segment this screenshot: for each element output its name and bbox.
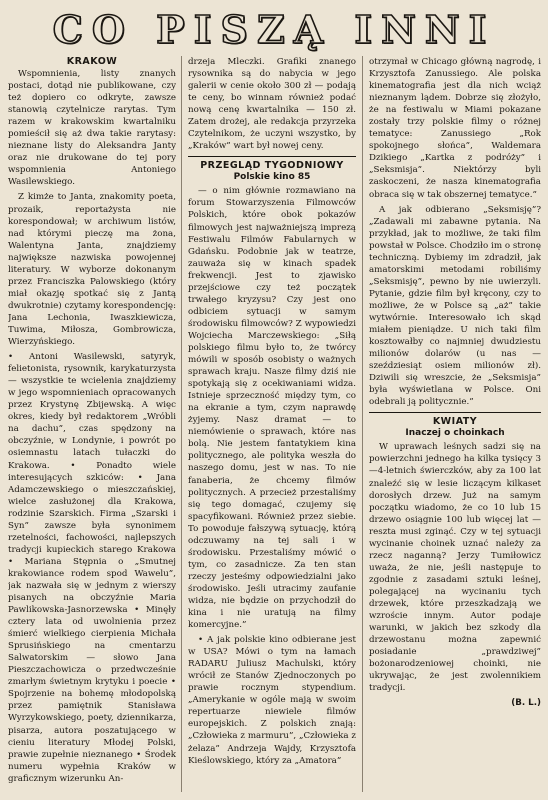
- section-subheading: Polskie kino 85: [233, 172, 311, 183]
- column-krakow: [8, 56, 176, 796]
- column-kwiaty: [369, 56, 541, 796]
- heading-rule: [369, 412, 541, 413]
- article-paragraph: W uprawach leśnych sadzi się na powierzchni jednego ha kilka tysięcy 3—4-letnich świerczków, aby za 100 lat znaleźć się w lesie liczącym kilkaset dorosłych drzew. Już na samym początku wiadomo, że co 10 lub 15 drzewo osiągnie 100 lub więcej lat — reszta musi zginąć. Czy w tej sytuacji wycinanie choinek uznać należy za rzecz naganną? Jerzy Tumiłowicz uważa, że nie, jeśli następuje to zgodnie z zasadami sztuki leśnej, polegającej na wycinaniu tych drzewek, które przeszkadzają we wzroście innym. Autor podaje warunki, w jakich bez szkody dla drzewostanu można zapewnić posiadanie „prawdziwej” bożonarodzeniowej choinki, nie ukrywając, że jest zwolennikiem tradycji.: [369, 442, 541, 694]
- section-heading-kwiaty: KWIATY: [432, 416, 478, 428]
- article-paragraph: Z kimże to Janta, znakomity poeta, prozaik, reportażysta nie korespondował; w archiwum listów, nad którymi pieczę ma żona, Walentyna Janta, znajdziemy największe nazwiska powojennej literatury. W wyborze dokonanym przez Franciszka Palowskiego (który miał okazję spotkać się z Jantą dwukrotnie) czytamy korespondencję: Jana Lechonia, Iwaszkiewicza, Tuwima, Miłosza, Gombrowicza, Wierzyńskiego.: [8, 192, 176, 348]
- masthead-title: CO PISZĄ INNI: [52, 6, 496, 52]
- author-signature: (B. L.): [511, 698, 541, 709]
- heading-rule: [188, 156, 356, 157]
- article-paragraph: Wspomnienia, listy znanych postaci, dotąd nie publikowane, czy też dopiero co odkryte, zawsze stanowią czytelnicze rarytas. Tym razem w krakowskim kwartalniku pomieścił się aż dwa takie rarytasy: nieznane listy do Aleksandra Janty oraz nie drukowane do tej pory wspomnienia Antoniego Wasilewskiego.: [8, 69, 176, 188]
- article-paragraph: • A jak polskie kino odbierane jest w USA? Mówi o tym na łamach RADARU Juliusz Machulski, który wrócił ze Stanów Zjednoczonych po prawie rocznym stypendium. „Amerykanie w ogóle mają w swoim repertuarze niewiele filmów europejskich. Z polskich znają: „Człowieka z marmuru”, „Człowieka z żelaza” Andrzeja Wajdy, Krzysztofa Kieślowskiego, który za „Amatora”: [188, 635, 356, 766]
- section-heading-krakow: KRAKÓW: [66, 56, 118, 67]
- column-divider: [181, 56, 182, 792]
- article-paragraph: • Antoni Wasilewski, satyryk, felietonista, rysownik, karykaturzysta — wszystkie te wcielenia znajdziemy w jego wspomnieniach opracowanych przez Krystynę Zbijewską. A więc okres, kiedy był redaktorem „Wróbli na dachu”, czas spędzony na obczyźnie, w Londynie, i powrót po osiemnastu latach tułaczki do Krakowa. • Ponadto wiele interesujących szkiców: • Jana Adamczewskiego o mieszczańskiej, wielce zasłużonej dla Krakowa, rodzinie Szarskich. Firma „Szarski i Syn” zawsze była synonimem rzetelności, fachowości, najlepszych tradycji kupieckich starego Krakowa • Mariana Stępnia o „Smutnej krakowiance rodem spod Wawelu”, jak nazwała się w jednym z wierszy pisanych na obczyźnie Maria Pawlikowska-Jasnorzewska • Minęły cztery lata od uwolnienia przez śmierć wielkiego cierpienia Michała Sprusińskiego na cmentarzu Salwatorskim — słowo Jana Pieszczachowicza o przedwcześnie zmarłym świetnym krytyku i poecie • Spojrzenie na bohemę młodopolską przez pamiętnik Stanisława Wyrzykowskiego, poety, dziennikarza, pisarza, autora poszatującego w cieniu literatury Młodej Polski, prawie zupełnie nieznanego • Środek numeru wypełnia Kraków w graficznym wizerunku An-: [8, 352, 176, 784]
- article-paragraph: drzeja Mleczki. Grafiki znanego rysownika są do nabycia w jego galerii w cenie około 300 zł — podają te ceny, bo winnam również podać nową cenę kwartalnika — 150 zł. Zatem drożej, ale redakcja przyrzeka Czytelnikom, że uczyni wszystko, by „Kraków” wart był nowej ceny.: [188, 57, 356, 152]
- section-heading-przeglad: PRZEGLĄD TYGODNIOWY: [200, 160, 344, 172]
- article-paragraph: — o nim głównie rozmawiano na forum Stowarzyszenia Filmowców Polskich, które obok pokazów filmowych jest najważniejszą imprezą Festiwalu Filmów Fabularnych w Gdańsku. Podobnie jak w teatrze, zauważa się w kinach spadek frekwencji. Jest to zjawisko przejściowe czy też początek trwałego kryzysu? Czy jest ono odbiciem sytuacji w samym środowisku filmowców? Z wypowiedzi Wojciecha Marczewskiego: „Siłą polskiego filmu było to, że twórcy mówili w sposób osobisty o ważnych sprawach kraju. Nasze filmy dziś nie spotykają się z ocekiwaniami widza. Istnieje sprzeczność między tym, co na ekranie a tym, czym naprawdę żyjemy. Nasz dramat — to niemówienie o sprawach, które nas bolą. Nie jestem fantatykiem kina politycznego, ale polityka weszła do naszego domu, jest w nas. To nie fanaberia, że chcemy filmów politycznych. A przecież przestaliśmy się tego domagać, czujemy się spacyfikowani. Również przez siebie. To powoduje fałszywą sytuację, którą odczuwamy na tej sali i w środowisku. Przestaliśmy mówić o tym, co zasadnicze. Za ten stan rzeczy jesteśmy odpowiedzialni jako środowisko. Jeśli utracimy zaufanie widza, nie będzie on przychodził do kina i nie uratują na filmy komercyjne.”: [188, 186, 356, 631]
- column-przeglad: [188, 56, 356, 796]
- masthead: [10, 6, 538, 52]
- section-subheading: Inaczej o choinkach: [405, 428, 505, 439]
- article-paragraph: otrzymał w Chicago główną nagrodę, i Krzysztofa Zanussiego. Ale polska kinematografia jest dla nich wciąż nieznanym lądem. Dobrze się złożyło, że na festiwalu w Miami pokazane zostały trzy polskie filmy o różnej tematyce: Zanussiego „Rok spokojnego słońca”, Waldemara Dzikiego „Kartka z podróży” i „Seksmisja”. Niektórzy byli zaskoczeni, że nasza kinematografia obraca się w tak obszernej tematyce.”: [369, 57, 541, 200]
- column-divider: [362, 56, 363, 792]
- article-paragraph: A jak odbierano „Seksmisję”? „Zadawali mi zabawne pytania. Na przykład, jak to możliwe, że taki film powstał w Polsce. Chodziło im o stronę techniczną. Dybiemy im zdradził, jak amatorskimi metodami robiliśmy „Seksmisję”, pewno by nie uwierzyli. Pytanie, gdzie film był kręcony, czy to możliwe, że w Polsce są „aż” takie wytwórnie. Interesowało ich skąd miałem pieniądze. U nich taki film kosztowałby co najmniej dwudziestu milionów dolarów (u nas — szeździesiąt osiem milionów zł). Dziwili się wreszcie, że „Seksmisja” była wyświetlana w Polsce. Oni odebrali ją politycznie.”: [369, 204, 541, 408]
